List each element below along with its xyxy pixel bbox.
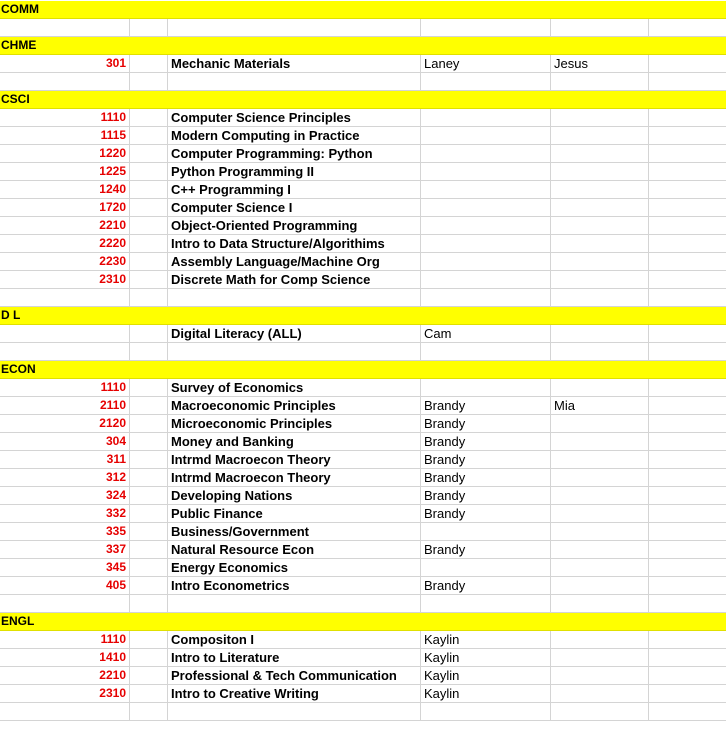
cell-empty[interactable]: [130, 577, 168, 594]
course-row: [0, 199, 726, 217]
instructor2-cell[interactable]: [551, 217, 649, 234]
instructor2-cell[interactable]: [551, 163, 649, 180]
cell-empty[interactable]: [168, 703, 421, 720]
instructor-cell[interactable]: Brandy: [421, 397, 551, 414]
section-header-row: [0, 1, 726, 19]
cell-empty[interactable]: [649, 523, 726, 540]
cell-empty[interactable]: [649, 127, 726, 144]
cell-empty[interactable]: [130, 451, 168, 468]
course-number[interactable]: 1410: [0, 649, 130, 666]
course-title[interactable]: Assembly Language/Machine Org: [168, 253, 421, 270]
course-number[interactable]: 304: [0, 433, 130, 450]
course-title[interactable]: Intro Econometrics: [168, 577, 421, 594]
course-row: [0, 217, 726, 235]
cell-empty[interactable]: [130, 343, 168, 360]
cell-empty[interactable]: [649, 253, 726, 270]
cell-empty[interactable]: [649, 379, 726, 396]
course-number[interactable]: 337: [0, 541, 130, 558]
cell-empty[interactable]: [649, 19, 726, 36]
section-label[interactable]: CSCI: [1, 92, 30, 106]
cell-empty[interactable]: [649, 631, 726, 648]
instructor-cell[interactable]: [421, 253, 551, 270]
course-title[interactable]: Business/Government: [168, 523, 421, 540]
cell-empty[interactable]: [421, 703, 551, 720]
instructor2-cell[interactable]: [551, 577, 649, 594]
cell-empty[interactable]: [649, 667, 726, 684]
instructor2-cell[interactable]: [551, 649, 649, 666]
cell-empty[interactable]: [130, 271, 168, 288]
course-title[interactable]: Intro to Creative Writing: [168, 685, 421, 702]
instructor-cell[interactable]: [421, 523, 551, 540]
course-number[interactable]: 1720: [0, 199, 130, 216]
instructor2-cell[interactable]: [551, 541, 649, 558]
instructor-cell[interactable]: Brandy: [421, 433, 551, 450]
cell-empty[interactable]: [130, 487, 168, 504]
instructor2-cell[interactable]: [551, 235, 649, 252]
course-row: [0, 109, 726, 127]
section-label[interactable]: CHME: [1, 38, 37, 52]
course-title[interactable]: Modern Computing in Practice: [168, 127, 421, 144]
cell-empty[interactable]: [130, 181, 168, 198]
section-label[interactable]: ECON: [1, 362, 36, 376]
cell-empty[interactable]: [130, 541, 168, 558]
cell-empty[interactable]: [130, 73, 168, 90]
cell-empty[interactable]: [130, 217, 168, 234]
course-row: [0, 127, 726, 145]
instructor-cell[interactable]: [421, 271, 551, 288]
cell-empty[interactable]: [0, 703, 130, 720]
section-header-row: [0, 37, 726, 55]
cell-empty[interactable]: [649, 397, 726, 414]
cell-empty[interactable]: [649, 415, 726, 432]
course-row: [0, 685, 726, 703]
cell-empty[interactable]: [130, 505, 168, 522]
cell-empty[interactable]: [649, 577, 726, 594]
instructor2-cell[interactable]: Mia: [551, 397, 649, 414]
instructor2-cell[interactable]: [551, 433, 649, 450]
instructor-cell[interactable]: [421, 559, 551, 576]
instructor-cell[interactable]: [421, 109, 551, 126]
cell-empty[interactable]: [551, 703, 649, 720]
cell-empty[interactable]: [130, 397, 168, 414]
cell-empty[interactable]: [421, 73, 551, 90]
section-header-row: [0, 91, 726, 109]
cell-empty[interactable]: [130, 433, 168, 450]
instructor-cell[interactable]: Brandy: [421, 469, 551, 486]
blank-row: [0, 73, 726, 91]
cell-empty[interactable]: [649, 559, 726, 576]
instructor-cell[interactable]: Laney: [421, 55, 551, 72]
course-title[interactable]: Energy Economics: [168, 559, 421, 576]
instructor-cell[interactable]: Brandy: [421, 577, 551, 594]
cell-empty[interactable]: [649, 181, 726, 198]
instructor2-cell[interactable]: [551, 325, 649, 342]
cell-empty[interactable]: [421, 289, 551, 306]
instructor-cell[interactable]: Kaylin: [421, 649, 551, 666]
instructor-cell[interactable]: Kaylin: [421, 685, 551, 702]
cell-empty[interactable]: [130, 559, 168, 576]
course-number[interactable]: 405: [0, 577, 130, 594]
course-row: [0, 325, 726, 343]
instructor2-cell[interactable]: [551, 181, 649, 198]
instructor-cell[interactable]: Kaylin: [421, 631, 551, 648]
course-row: [0, 541, 726, 559]
cell-empty[interactable]: [130, 415, 168, 432]
course-number[interactable]: 335: [0, 523, 130, 540]
course-row: [0, 181, 726, 199]
instructor2-cell[interactable]: [551, 487, 649, 504]
course-title[interactable]: Computer Science I: [168, 199, 421, 216]
course-number[interactable]: 2210: [0, 217, 130, 234]
course-row: [0, 631, 726, 649]
cell-empty[interactable]: [649, 469, 726, 486]
cell-empty[interactable]: [649, 649, 726, 666]
instructor-cell[interactable]: Brandy: [421, 505, 551, 522]
section-header-row: [0, 307, 726, 325]
cell-empty[interactable]: [130, 145, 168, 162]
cell-empty[interactable]: [130, 595, 168, 612]
instructor2-cell[interactable]: [551, 559, 649, 576]
instructor2-cell[interactable]: [551, 631, 649, 648]
blank-row: [0, 343, 726, 361]
cell-empty[interactable]: [0, 595, 130, 612]
course-number[interactable]: 2120: [0, 415, 130, 432]
course-title[interactable]: Macroeconomic Principles: [168, 397, 421, 414]
course-title[interactable]: Public Finance: [168, 505, 421, 522]
cell-empty[interactable]: [130, 325, 168, 342]
cell-empty[interactable]: [649, 451, 726, 468]
instructor-cell[interactable]: Brandy: [421, 487, 551, 504]
instructor-cell[interactable]: Cam: [421, 325, 551, 342]
course-title[interactable]: Intro to Data Structure/Algorithims: [168, 235, 421, 252]
course-title[interactable]: Natural Resource Econ: [168, 541, 421, 558]
course-number[interactable]: 1240: [0, 181, 130, 198]
cell-empty[interactable]: [130, 127, 168, 144]
instructor-cell[interactable]: [421, 235, 551, 252]
instructor-cell[interactable]: [421, 199, 551, 216]
cell-empty[interactable]: [130, 109, 168, 126]
cell-empty[interactable]: [649, 505, 726, 522]
cell-empty[interactable]: [168, 73, 421, 90]
course-number[interactable]: 2210: [0, 667, 130, 684]
course-number[interactable]: 1115: [0, 127, 130, 144]
course-row: [0, 505, 726, 523]
course-number[interactable]: 1110: [0, 631, 130, 648]
course-row: [0, 163, 726, 181]
instructor2-cell[interactable]: [551, 415, 649, 432]
course-number[interactable]: 1220: [0, 145, 130, 162]
instructor-cell[interactable]: [421, 127, 551, 144]
cell-empty[interactable]: [649, 703, 726, 720]
blank-row: [0, 289, 726, 307]
course-title[interactable]: Developing Nations: [168, 487, 421, 504]
cell-empty[interactable]: [0, 19, 130, 36]
cell-empty[interactable]: [649, 163, 726, 180]
cell-empty[interactable]: [649, 487, 726, 504]
cell-empty[interactable]: [168, 595, 421, 612]
course-row: [0, 667, 726, 685]
cell-empty[interactable]: [0, 343, 130, 360]
cell-empty[interactable]: [130, 235, 168, 252]
cell-empty[interactable]: [649, 73, 726, 90]
instructor2-cell[interactable]: [551, 271, 649, 288]
instructor2-cell[interactable]: [551, 685, 649, 702]
instructor2-cell[interactable]: [551, 379, 649, 396]
instructor2-cell[interactable]: [551, 523, 649, 540]
course-number[interactable]: 2220: [0, 235, 130, 252]
cell-empty[interactable]: [130, 523, 168, 540]
cell-empty[interactable]: [649, 145, 726, 162]
instructor-cell[interactable]: Kaylin: [421, 667, 551, 684]
cell-empty[interactable]: [551, 73, 649, 90]
cell-empty[interactable]: [649, 595, 726, 612]
cell-empty[interactable]: [130, 289, 168, 306]
course-row: [0, 649, 726, 667]
course-number[interactable]: 2110: [0, 397, 130, 414]
cell-empty[interactable]: [130, 649, 168, 666]
cell-empty[interactable]: [0, 73, 130, 90]
cell-empty[interactable]: [421, 595, 551, 612]
cell-empty[interactable]: [130, 379, 168, 396]
cell-empty[interactable]: [130, 253, 168, 270]
cell-empty[interactable]: [421, 343, 551, 360]
cell-empty[interactable]: [130, 199, 168, 216]
cell-empty[interactable]: [649, 343, 726, 360]
cell-empty[interactable]: [130, 703, 168, 720]
cell-empty[interactable]: [649, 55, 726, 72]
course-number[interactable]: 311: [0, 451, 130, 468]
course-row: [0, 379, 726, 397]
course-title[interactable]: Digital Literacy (ALL): [168, 325, 421, 342]
course-number[interactable]: [0, 325, 130, 342]
cell-empty[interactable]: [130, 667, 168, 684]
cell-empty[interactable]: [649, 217, 726, 234]
course-row: [0, 451, 726, 469]
cell-empty[interactable]: [0, 289, 130, 306]
course-row: [0, 559, 726, 577]
blank-row: [0, 703, 726, 721]
course-title[interactable]: Money and Banking: [168, 433, 421, 450]
cell-empty[interactable]: [551, 19, 649, 36]
course-row: [0, 271, 726, 289]
course-number[interactable]: 324: [0, 487, 130, 504]
section-label[interactable]: D L: [1, 308, 21, 322]
cell-empty[interactable]: [168, 19, 421, 36]
course-title[interactable]: Discrete Math for Comp Science: [168, 271, 421, 288]
course-title[interactable]: Object-Oriented Programming: [168, 217, 421, 234]
section-label[interactable]: COMM: [1, 2, 39, 16]
course-number[interactable]: 2230: [0, 253, 130, 270]
course-number[interactable]: 312: [0, 469, 130, 486]
course-row: [0, 253, 726, 271]
instructor2-cell[interactable]: [551, 505, 649, 522]
cell-empty[interactable]: [130, 163, 168, 180]
course-row: [0, 145, 726, 163]
instructor-cell[interactable]: [421, 163, 551, 180]
cell-empty[interactable]: [130, 469, 168, 486]
course-title[interactable]: Computer Science Principles: [168, 109, 421, 126]
course-row: [0, 433, 726, 451]
course-title[interactable]: Computer Programming: Python: [168, 145, 421, 162]
course-title[interactable]: Intro to Literature: [168, 649, 421, 666]
instructor-cell[interactable]: Brandy: [421, 541, 551, 558]
instructor2-cell[interactable]: [551, 199, 649, 216]
section-header-row: [0, 361, 726, 379]
cell-empty[interactable]: [649, 289, 726, 306]
cell-empty[interactable]: [130, 685, 168, 702]
instructor2-cell[interactable]: [551, 127, 649, 144]
course-number[interactable]: 2310: [0, 271, 130, 288]
cell-empty[interactable]: [649, 199, 726, 216]
course-title[interactable]: Intrmd Macroecon Theory: [168, 469, 421, 486]
course-row: [0, 235, 726, 253]
course-row: [0, 487, 726, 505]
blank-row: [0, 19, 726, 37]
course-row: [0, 523, 726, 541]
section-header-row: [0, 613, 726, 631]
course-title[interactable]: Professional & Tech Communication: [168, 667, 421, 684]
cell-empty[interactable]: [168, 289, 421, 306]
instructor2-cell[interactable]: [551, 469, 649, 486]
course-row: [0, 55, 726, 73]
section-label[interactable]: ENGL: [1, 614, 35, 628]
course-title[interactable]: Python Programming II: [168, 163, 421, 180]
cell-empty[interactable]: [649, 685, 726, 702]
cell-empty[interactable]: [130, 55, 168, 72]
cell-empty[interactable]: [130, 631, 168, 648]
cell-empty[interactable]: [168, 343, 421, 360]
cell-empty[interactable]: [649, 109, 726, 126]
instructor2-cell[interactable]: [551, 145, 649, 162]
instructor-cell[interactable]: [421, 181, 551, 198]
instructor2-cell[interactable]: Jesus: [551, 55, 649, 72]
course-title[interactable]: Compositon I: [168, 631, 421, 648]
cell-empty[interactable]: [649, 433, 726, 450]
course-title[interactable]: C++ Programming I: [168, 181, 421, 198]
course-number[interactable]: 345: [0, 559, 130, 576]
course-title[interactable]: Microeconomic Principles: [168, 415, 421, 432]
cell-empty[interactable]: [649, 271, 726, 288]
course-title[interactable]: Survey of Economics: [168, 379, 421, 396]
course-row: [0, 577, 726, 595]
course-number[interactable]: 2310: [0, 685, 130, 702]
course-number[interactable]: 301: [0, 55, 130, 72]
cell-empty[interactable]: [551, 343, 649, 360]
course-row: [0, 397, 726, 415]
course-number[interactable]: 1110: [0, 379, 130, 396]
course-title[interactable]: Intrmd Macroecon Theory: [168, 451, 421, 468]
instructor-cell[interactable]: Brandy: [421, 451, 551, 468]
cell-empty[interactable]: [551, 595, 649, 612]
instructor-cell[interactable]: [421, 217, 551, 234]
course-row: [0, 469, 726, 487]
cell-empty[interactable]: [551, 289, 649, 306]
cell-empty[interactable]: [649, 325, 726, 342]
instructor2-cell[interactable]: [551, 109, 649, 126]
cell-empty[interactable]: [130, 19, 168, 36]
instructor-cell[interactable]: Brandy: [421, 415, 551, 432]
instructor-cell[interactable]: [421, 379, 551, 396]
course-row: [0, 415, 726, 433]
instructor-cell[interactable]: [421, 145, 551, 162]
instructor2-cell[interactable]: [551, 667, 649, 684]
course-number[interactable]: 332: [0, 505, 130, 522]
cell-empty[interactable]: [649, 235, 726, 252]
course-number[interactable]: 1110: [0, 109, 130, 126]
blank-row: [0, 595, 726, 613]
instructor2-cell[interactable]: [551, 253, 649, 270]
course-number[interactable]: 1225: [0, 163, 130, 180]
cell-empty[interactable]: [421, 19, 551, 36]
course-title[interactable]: Mechanic Materials: [168, 55, 421, 72]
cell-empty[interactable]: [649, 541, 726, 558]
instructor2-cell[interactable]: [551, 451, 649, 468]
